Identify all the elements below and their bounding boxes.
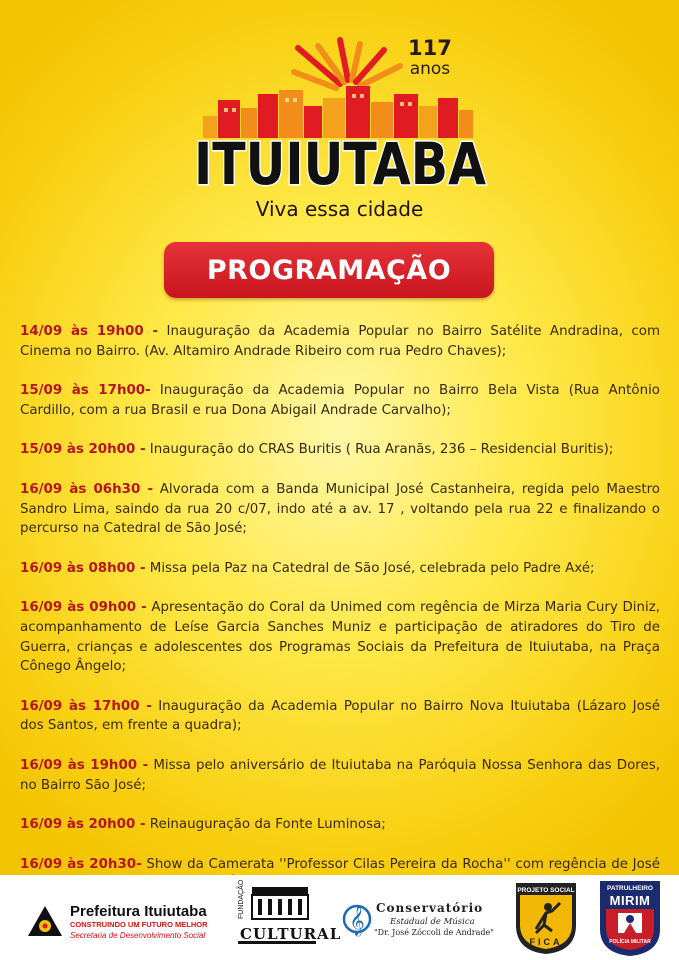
sponsor-footer bbox=[0, 875, 679, 960]
prefeitura-slogan: CONSTRUINDO UM FUTURO MELHOR bbox=[70, 920, 208, 929]
list-item bbox=[20, 440, 660, 460]
event-description: Apresentação do Coral da Unimed com regência de Mirza Maria Cury Diniz, acompanhamento de Leíse Garcia Sanches Muniz e participação de atiradores do Tiro de Guerra, crianças e adolescentes dos Programas Sociais da Prefeitura de Ituiutaba, na Praça Cônego Ângelo; bbox=[20, 600, 661, 675]
projeto-social-label: PROJETO SOCIAL bbox=[517, 887, 575, 894]
svg-text:ITUIUTABA: ITUIUTABA bbox=[194, 130, 487, 198]
secretaria-name: Secretaria de Desenvolvimento Social bbox=[70, 931, 206, 940]
fireworks bbox=[294, 40, 400, 88]
list-item bbox=[20, 480, 660, 539]
prefeitura-logo bbox=[26, 900, 226, 944]
event-description: Inauguração do CRAS Buritis ( Rua Aranãs, 236 – Residencial Buritis); bbox=[145, 442, 614, 458]
event-datetime: 16/09 às 09h00 - bbox=[20, 600, 147, 616]
patrulheiro-mirim-logo bbox=[598, 879, 662, 957]
anniversary-badge bbox=[408, 38, 452, 78]
fica-label: FICA bbox=[529, 937, 563, 947]
event-description: Alvorada com a Banda Municipal José Castanheira, regida pelo Maestro Sandro Lima, saindo da rua 20 c/07, indo até a av. 17 , voltando pela rua 22 e finalizando o percurso na Catedral de São José; bbox=[20, 481, 661, 537]
svg-text:𝄞: 𝄞 bbox=[349, 906, 365, 936]
anniversary-word: anos bbox=[409, 59, 451, 79]
conservatorio-logo bbox=[342, 897, 497, 941]
event-description: Inauguração da Academia Popular no Bairro Bela Vista (Rua Antônio Cardillo, com a rua Brasil e rua Dona Abigail Andrade Carvalho); bbox=[20, 383, 660, 418]
event-datetime: 16/09 às 19h00 - bbox=[20, 757, 149, 773]
patrulheiro-label: PATRULHEIRO bbox=[607, 885, 653, 892]
list-item bbox=[20, 815, 660, 835]
event-description: Missa pela Paz na Catedral de São José, celebrada pelo Padre Axé; bbox=[145, 560, 595, 576]
fundacao-cultural-logo bbox=[238, 879, 342, 951]
triangle-icon bbox=[26, 904, 64, 938]
fundacao-label: FUNDAÇÃO bbox=[238, 879, 245, 919]
event-datetime: 16/09 às 08h00 - bbox=[20, 560, 146, 576]
event-datetime: 16/09 às 17h00 - bbox=[20, 698, 152, 714]
city-title bbox=[190, 130, 490, 196]
event-datetime: 16/09 às 20h00 - bbox=[20, 817, 146, 833]
prefeitura-name: Prefeitura Ituiutaba bbox=[70, 903, 207, 920]
list-item bbox=[20, 697, 660, 736]
projeto-fica-logo bbox=[514, 881, 578, 955]
conservatorio-subtitle: Estadual de Música bbox=[390, 917, 475, 927]
event-description: Show da Camerata ''Professor Cilas Pereira da Rocha'' com regência de José bbox=[146, 856, 660, 872]
event-datetime: 15/09 às 17h00- bbox=[20, 383, 151, 399]
event-datetime: 16/09 às 06h30 - bbox=[20, 481, 154, 497]
event-description: Missa pelo aniversário de Ituiutaba na Paróquia Nossa Senhora das Dores, no Bairro São José; bbox=[20, 757, 660, 793]
policia-militar-label: POLÍCIA MILITAR bbox=[609, 939, 651, 945]
anniversary-number: 117 bbox=[408, 36, 452, 60]
list-item bbox=[20, 322, 660, 361]
treble-clef-icon bbox=[342, 897, 372, 939]
conservatorio-title: Conservatório bbox=[376, 901, 484, 915]
mirim-label: MIRIM bbox=[609, 893, 651, 908]
event-datetime: 14/09 às 19h00 - bbox=[20, 324, 159, 339]
event-datetime: 15/09 às 20h00 - bbox=[20, 442, 146, 458]
list-item bbox=[20, 756, 660, 795]
list-item bbox=[20, 559, 660, 579]
header bbox=[0, 0, 679, 300]
event-description: Inauguração da Academia Popular no Bairro Satélite Andradina, com Cinema no Bairro. (Av. Altamiro Andrade Ribeiro com rua Pedro Chaves); bbox=[20, 324, 660, 359]
event-list bbox=[20, 322, 660, 914]
event-description: Inauguração da Academia Popular no Bairro Nova Ituiutaba (Lázaro José dos Santos, em frente a quadra); bbox=[20, 698, 661, 734]
cultural-label: CULTURAL bbox=[240, 925, 342, 943]
list-item bbox=[20, 381, 660, 420]
event-description: Reinauguração da Fonte Luminosa; bbox=[145, 817, 386, 833]
list-item bbox=[20, 598, 660, 676]
event-datetime: 16/09 às 20h30- bbox=[20, 856, 142, 872]
programacao-banner: PROGRAMAÇÃO bbox=[164, 242, 494, 298]
tagline: Viva essa cidade bbox=[255, 197, 424, 221]
conservatorio-name: "Dr. José Zóccoli de Andrade" bbox=[374, 928, 494, 937]
